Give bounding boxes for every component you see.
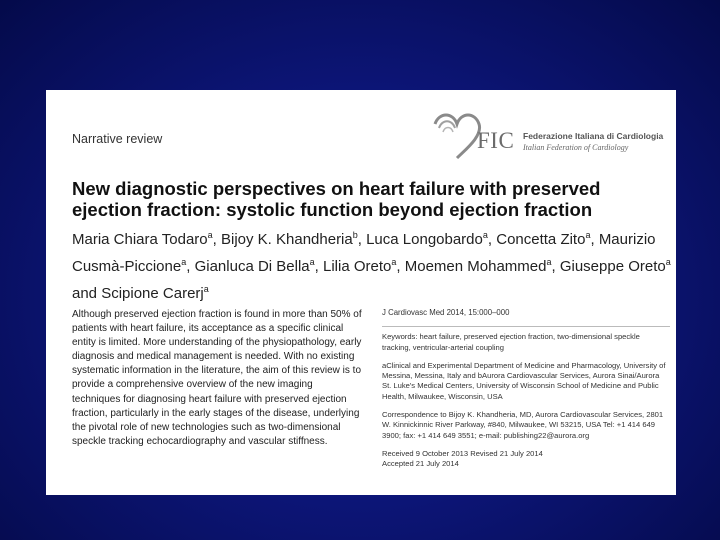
abstract: Although preserved ejection fraction is found in more than 50% of patients with heart failure, its acceptance as a specific clinical entity is limited. More understanding of the physiopathology, early diagnosis and medical management is needed. With no existing systematic information in the literature, the aim of this review is to provide a comprehensive overview of the new imaging techniques for diagnosing heart failure with preserved ejection fraction, particularly in the early stages of the disease, underlying the pivotal role of new technologies such as two-dimensional speckle tracking echocardiography and vascular stiffness. — [72, 309, 362, 447]
author-affiliation-mark: a — [665, 257, 671, 267]
author-affiliation-mark: a — [309, 257, 315, 267]
author-affiliation-mark: a — [391, 257, 397, 267]
correspondence: Correspondence to Bijoy K. Khandheria, MD, Aurora Cardiovascular Services, 2801 W. Kinnickinnic River Parkway, #840, Milwaukee, WI 53215, USA Tel: +1 414 649 3900; fax: +1 414 649 3551; e-mail: publishing22@aurora.org — [382, 410, 664, 440]
author-affiliation-mark: a — [546, 257, 552, 267]
author-affiliation-mark: b — [352, 230, 358, 240]
author-name: Giuseppe Oreto — [559, 258, 666, 275]
author-affiliation-mark: a — [585, 230, 591, 240]
article-page — [46, 90, 676, 495]
divider — [382, 326, 670, 327]
author-affiliation-mark: a — [482, 230, 488, 240]
author-affiliation-mark: a — [203, 284, 209, 294]
author-affiliation-mark: a — [181, 257, 187, 267]
article-title: New diagnostic perspectives on heart failure with preserved ejection fraction: systolic function beyond ejection fraction — [72, 178, 601, 220]
author-list: Maria Chiara Todaro$^a$, Bijoy K. Khandheria$^b$, Luca Longobardo$^a$, Concetta Zito$^a$, Maurizio Cusmà-Piccione$^a$, Gianluca Di Bella$^a$, Lilia Oreto$^a$, Moemen Mohammed$^a$, Giuseppe Oreto$^a$ and Scipione Carerj$^a$ — [72, 230, 671, 302]
affiliations: aClinical and Experimental Department of Medicine and Pharmacology, University of Messina, Messina, Italy and bAurora Cardiovascular Services, Aurora Sinai/Aurora St. Luke's Medical Centers, University of Wisconsin School of Medicine and Public Health, Milwaukee, Wisconsin, USA — [382, 360, 666, 401]
logo-name: Federazione Italiana di Cardiologia — [523, 131, 664, 141]
author-name: Maurizio Cusmà-Piccione — [72, 231, 656, 275]
keywords: Keywords: heart failure, preserved ejection fraction, two-dimensional speckle tracking, ventricular-arterial coupling — [382, 332, 640, 352]
received-date: Received 9 October 2013 Revised 21 July 2014 — [382, 448, 543, 458]
logo-abbreviation: FIC — [477, 128, 515, 153]
fic-logo — [429, 104, 674, 164]
author-name: Bijoy K. Khandheria — [220, 231, 353, 248]
author-name: Maria Chiara Todaro — [72, 231, 208, 248]
author-name: Moemen Mohammed — [404, 258, 547, 275]
author-name: Scipione Carerj — [101, 285, 204, 302]
journal-citation: J Cardiovasc Med 2014, 15:000–000 — [382, 308, 510, 317]
author-affiliation-mark: a — [207, 230, 213, 240]
author-name: Luca Longobardo — [366, 231, 483, 248]
logo-subtitle: Italian Federation of Cardiology — [523, 143, 629, 152]
accepted-date: Accepted 21 July 2014 — [382, 459, 459, 469]
article-type-label: Narrative review — [72, 132, 163, 146]
author-name: Concetta Zito — [496, 231, 586, 248]
article-metadata — [382, 308, 670, 470]
author-name: Lilia Oreto — [323, 258, 392, 275]
author-name: Gianluca Di Bella — [194, 258, 310, 275]
